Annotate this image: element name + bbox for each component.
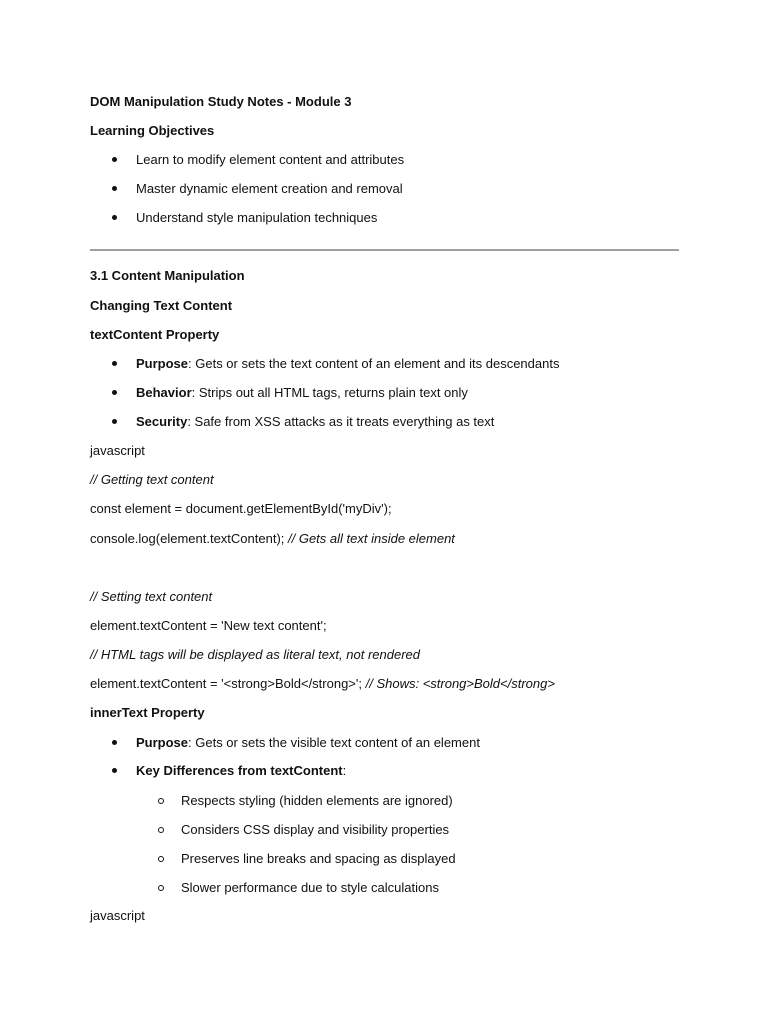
textcontent-heading: textContent Property [90, 327, 220, 342]
circle-bullet-icon [158, 851, 166, 867]
item-text: : Strips out all HTML tags, returns plain text only [191, 385, 468, 400]
code-line [90, 676, 555, 692]
code-text: console.log(element.textContent); [90, 531, 288, 546]
difference-item: Respects styling (hidden elements are ignored) [181, 793, 453, 808]
bullet-icon [112, 414, 120, 430]
code-language-label: javascript [90, 443, 145, 458]
innertext-item [136, 763, 346, 779]
code-line: const element = document.getElementById('myDiv'); [90, 501, 392, 516]
circle-bullet-icon [158, 880, 166, 896]
bullet-icon [112, 152, 120, 168]
section-heading: 3.1 Content Manipulation [90, 268, 245, 283]
textcontent-item [136, 385, 468, 401]
textcontent-item [136, 414, 494, 430]
innertext-item [136, 735, 480, 751]
item-label: Purpose [136, 735, 189, 750]
objective-item: Master dynamic element creation and removal [136, 181, 403, 196]
item-text: : Safe from XSS attacks as it treats everything as text [187, 414, 495, 429]
code-text: element.textContent = '<strong>Bold</strong>'; [90, 676, 366, 691]
difference-item: Preserves line breaks and spacing as displayed [181, 851, 456, 866]
circle-bullet-icon [158, 822, 166, 838]
innertext-heading: innerText Property [90, 705, 205, 720]
item-label: Security [136, 414, 188, 429]
bullet-icon [112, 356, 120, 372]
bullet-icon [112, 763, 120, 779]
code-comment: // Getting text content [90, 472, 214, 487]
objective-item: Understand style manipulation techniques [136, 210, 378, 225]
document-title: DOM Manipulation Study Notes - Module 3 [90, 94, 352, 109]
item-label: Behavior [136, 385, 192, 400]
item-text: : Gets or sets the text content of an element and its descendants [188, 356, 560, 371]
difference-item: Slower performance due to style calculations [181, 880, 439, 895]
difference-item: Considers CSS display and visibility properties [181, 822, 450, 837]
item-label: Purpose [136, 356, 189, 371]
circle-bullet-icon [158, 793, 166, 809]
code-line [90, 531, 455, 547]
section-subheading: Changing Text Content [90, 298, 233, 313]
horizontal-divider [90, 249, 679, 251]
code-comment: // Gets all text inside element [288, 531, 455, 546]
item-label: Key Differences from textContent [136, 763, 343, 778]
item-text: : Gets or sets the visible text content of an element [188, 735, 480, 750]
objective-item: Learn to modify element content and attributes [136, 152, 405, 167]
textcontent-item [136, 356, 559, 372]
code-language-label: javascript [90, 908, 145, 923]
bullet-icon [112, 735, 120, 751]
item-text: : [342, 763, 347, 778]
code-line: element.textContent = 'New text content'; [90, 618, 327, 633]
code-comment: // Shows: <strong>Bold</strong> [365, 676, 555, 691]
code-comment: // HTML tags will be displayed as literal text, not rendered [90, 647, 420, 662]
objectives-heading: Learning Objectives [90, 123, 215, 138]
bullet-icon [112, 210, 120, 226]
bullet-icon [112, 385, 120, 401]
code-comment: // Setting text content [90, 589, 213, 604]
bullet-icon [112, 181, 120, 197]
